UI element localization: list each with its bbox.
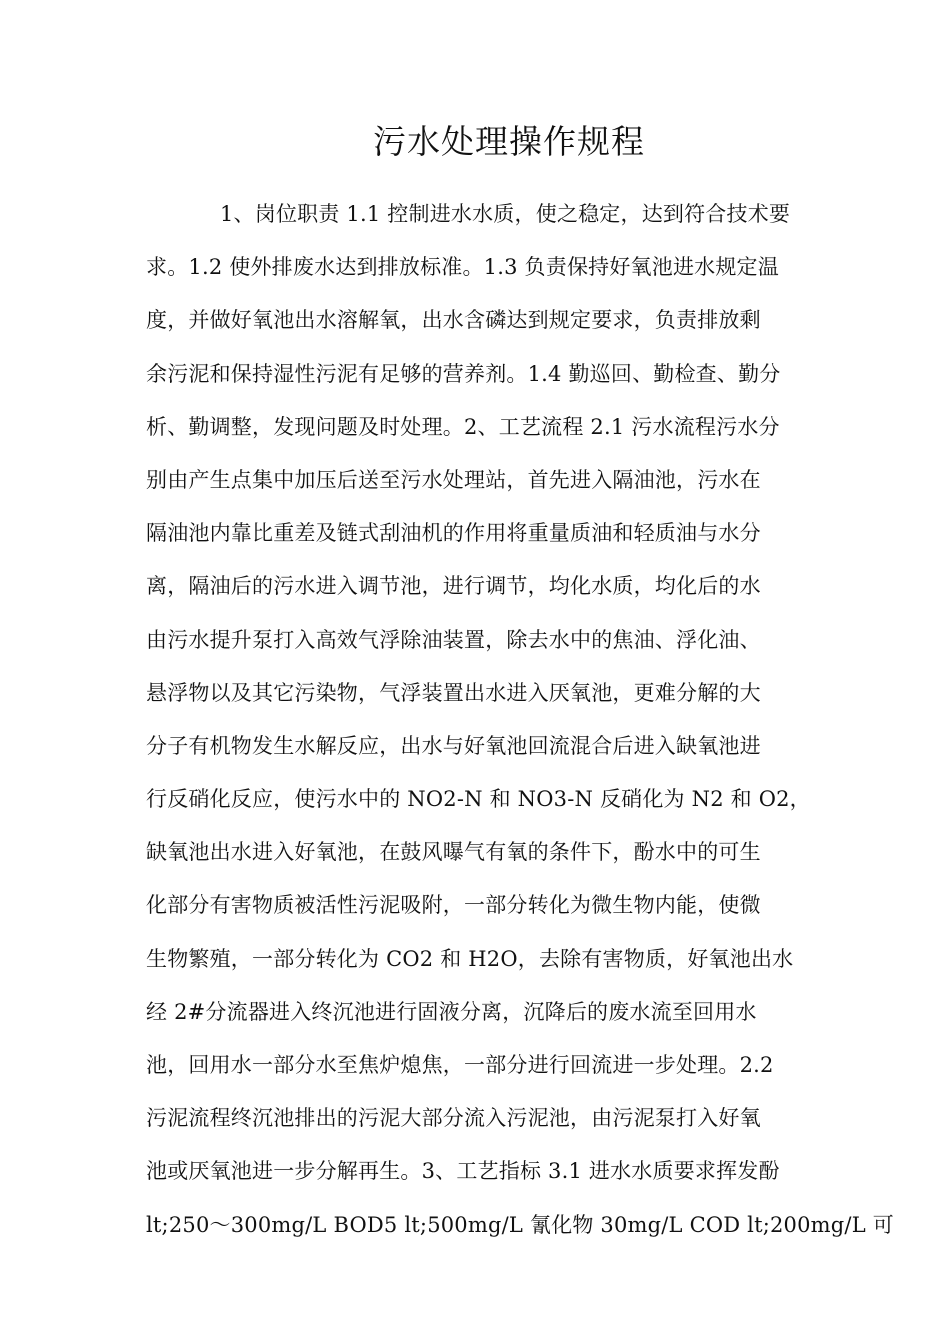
body-line: 行反硝化反应，使污水中的 NO2-N 和 NO3-N 反硝化为 N2 和 O2，: [146, 787, 811, 812]
body-line: 离，隔油后的污水进入调节池，进行调节，均化水质，均化后的水: [146, 574, 761, 599]
body-line: 经 2#分流器进入终沉池进行固液分离，沉降后的废水流至回用水: [146, 999, 757, 1024]
body-line: 生物繁殖，一部分转化为 CO2 和 H2O，去除有害物质，好氧池出水: [146, 946, 794, 971]
body-line: 池或厌氧池进一步分解再生。3、工艺指标 3.1 进水水质要求挥发酚: [146, 1159, 780, 1184]
body-line: 池，回用水一部分水至焦炉熄焦，一部分进行回流进一步处理。2.2: [146, 1053, 774, 1077]
body-line: 缺氧池出水进入好氧池，在鼓风曝气有氧的条件下，酚水中的可生: [146, 840, 761, 865]
body-line: 求。1.2 使外排废水达到排放标准。1.3 负责保持好氧池进水规定温: [146, 255, 779, 280]
body-line: 化部分有害物质被活性污泥吸附，一部分转化为微生物内能，使微: [146, 893, 761, 918]
document-body: [146, 188, 894, 1252]
body-line: 1、岗位职责 1.1 控制进水水质，使之稳定，达到符合技术要: [220, 202, 791, 226]
body-line: 悬浮物以及其它污染物，气浮装置出水进入厌氧池，更难分解的大: [146, 680, 761, 705]
document-title: 污水处理操作规程: [373, 122, 645, 161]
body-line: 分子有机物发生水解反应，出水与好氧池回流混合后进入缺氧池进: [146, 733, 761, 758]
body-line: 污泥流程终沉池排出的污泥大部分流入污泥池，由污泥泵打入好氧: [146, 1106, 761, 1131]
body-line: 由污水提升泵打入高效气浮除油装置，除去水中的焦油、浮化油、: [146, 627, 761, 652]
body-line: 别由产生点集中加压后送至污水处理站，首先进入隔油池，污水在: [146, 467, 761, 492]
body-line: 度，并做好氧池出水溶解氧，出水含磷达到规定要求，负责排放剩: [146, 308, 761, 333]
body-line: 析、勤调整，发现问题及时处理。2、工艺流程 2.1 污水流程污水分: [146, 414, 780, 439]
body-line: lt;250～300mg/L BOD5 lt;500mg/L 氰化物 30mg/L COD lt;200mg/L 可: [146, 1212, 894, 1237]
body-line: 余污泥和保持湿性污泥有足够的营养剂。1.4 勤巡回、勤检查、勤分: [146, 361, 781, 386]
body-line: 隔油池内靠比重差及链式刮油机的作用将重量质油和轻质油与水分: [146, 521, 761, 546]
